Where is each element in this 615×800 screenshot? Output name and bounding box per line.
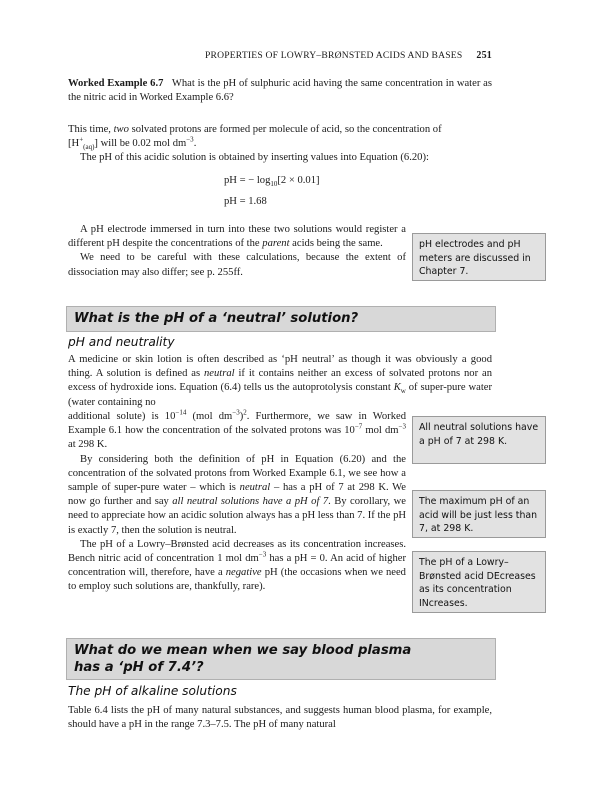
alkaline-paragraph: Table 6.4 lists the pH of many natural substances, and suggests human blood plasma, for example, should have a pH in the range 7.3–7.5. The pH of many natural [68,705,492,731]
equation-1: pH = − $\log_{10}[2 \times 0.01]$ [224,175,320,189]
equation-2: pH = 1.68 [224,196,267,207]
page-number: 251 [476,50,492,61]
worked-example-question [68,77,492,105]
careful-paragraph: We need to be careful with these calculations, because the extent of dissociation may also differ; see p. 255ff. [68,252,406,278]
neutral-paragraph-3: The pH of a Lowry–Brønsted acid decreases as its concentration increases. Bench nitric acid of concentration 1 mol $dm^{-3}$ has a pH = 0. An acid of higher concentration will, therefore, have a negative pH (the occasions when we need to employ such solutions are, thankfully, rare). [68,538,406,593]
side-note-neutral: All neutral solutions have a pH of 7 at 298 K. [412,416,546,464]
worked-example-question-text: What is the pH of sulphuric acid having the same concentration in water as the nitric acid in Worked Example 6.6? [68,78,492,104]
neutral-paragraph-2: By considering both the definition of pH in Equation (6.20) and the concentration of the solvated protons from Worked Example 6.1, we see how a sample of super-pure water – which is neutral – has a pH of 7 at 298 K. We now go further and say all neutral solutions have a pH of 7. By corollary, we need to appreciate how an acidic solution always has a pH less than 7. If the pH is exactly 7, then the solution is neutral. [68,453,407,536]
section-heading-neutral: What is the pH of a ‘neutral’ solution? [66,306,496,332]
subheading-alkaline: The pH of alkaline solutions [68,684,237,698]
worked-example-answer: This time, two solvated protons are formed per molecule of acid, so the concentration of $[H^+_{(aq)}]$ will be 0.02 mol $dm^{-3}$. The pH of this acidic solution is obtained by inserting values into Equation (6.20): [68,123,492,166]
neutral-paragraph-full: A medicine or skin lotion is often described as ‘pH neutral’ as though it was obviously a good thing. A solution is defined as neutral if it contains neither an excess of solvated protons nor an excess of hydroxide ions. Equation (6.4) tells us the autoprotolysis constant $K_w$ of super-pure water (water containing no [68,354,493,408]
side-note-electrodes: pH electrodes and pH meters are discussed in Chapter 7. [412,233,546,281]
side-note-decreases: The pH of a Lowry–Brønsted acid DEcreases as its concentration INcreases. [412,551,546,613]
neutral-paragraph-narrow: additional solute) is $10^{-14}$ (mol $dm^{-3})^2$. Furthermore, we saw in Worked Example 6.1 how the concentration of the solvated protons was $10^{-7}$ mol $dm^{-3}$ at 298 K. By considering both the definition of pH in Equation (6.20) and the concentration of the solvated protons from Worked Example 6.1, we see how a sample of super-pure water – which is neutral – has a pH of 7 at 298 K. We now go further and say all neutral solutions have a pH of 7. By corollary, we need to appreciate how an acidic solution always has a pH less than 7. If the pH is exactly 7, then the solution is neutral. The pH of a Lowry–Brønsted acid decreases as its concentration increases. Bench nitric acid of concentration 1 mol $dm^{-3}$ has a pH = 0. An acid of higher concentration will, therefore, have a negative pH (the occasions when we need to employ such solutions are, thankfully, rare). [68,410,406,595]
side-note-maximum-ph: The maximum pH of an acid will be just less than 7, at 298 K. [412,490,546,538]
worked-example-label: Worked Example 6.7 [68,78,164,89]
subheading-ph-neutrality: pH and neutrality [68,335,175,349]
answer-paragraph-2: The pH of this acidic solution is obtained by inserting values into Equation (6.20): [80,152,429,164]
section-heading-blood-plasma: What do we mean when we say blood plasma has a ‘pH of 7.4’? [66,638,496,680]
electrode-paragraph: A pH electrode immersed in turn into these two solutions would register a different pH despite the concentrations of the parent acids being the same. We need to be careful with these calculations, because the extent of dissociation may also differ; see p. 255ff. [68,223,406,280]
running-title: PROPERTIES OF LOWRY–BRØNSTED ACIDS AND BASES [204,50,463,61]
running-header [0,50,492,61]
